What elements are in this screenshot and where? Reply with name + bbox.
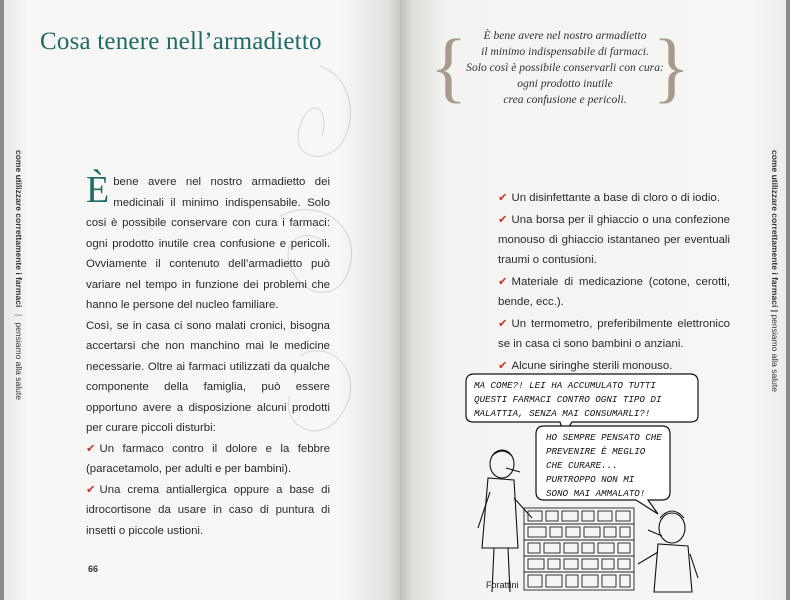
quote-line: È bene avere nel nostro armadietto (483, 29, 647, 42)
bubble-2-line: HO SEMPRE PENSATO CHE (546, 432, 662, 443)
list-item-text: Un farmaco contro il dolore e la febbre (paracetamolo, per adulti e per bambini). (86, 442, 330, 475)
check-icon: ✔ (498, 192, 508, 204)
left-body (86, 169, 330, 541)
bubble-2-line: SONO MAI AMMALATO! (546, 488, 646, 499)
pull-quote (430, 23, 690, 120)
left-page (4, 0, 400, 600)
bubble-2-line: PREVENIRE È MEGLIO (546, 446, 646, 457)
list-item (498, 314, 730, 354)
check-icon: ✔ (498, 276, 508, 288)
quote-line: ogni prodotto inutile (517, 77, 613, 90)
bubble-1-line: QUESTI FARMACI CONTRO OGNI TIPO DI (474, 394, 662, 405)
side-tab-major: come utilizzare correttamente i farmaci (14, 150, 24, 308)
paragraph-2: Così, se in casa ci sono malati cronici, bisogna accertarsi che non manchino mai le medicine necessarie. Oltre ai farmaci utilizzati da qualche componente della famiglia, può essere opportuno avere a disposizione alcuni prodotti per curare piccoli disturbi: (86, 319, 330, 434)
check-icon: ✔ (86, 442, 96, 455)
drop-cap: È (86, 169, 110, 211)
bubble-2-line: CHE CURARE... (546, 460, 618, 471)
list-item (498, 272, 730, 312)
bubble-1-line: MALATTIA, SENZA MAI CONSUMARLI?! (474, 408, 651, 419)
cartoon-signature: Forattini (486, 580, 519, 590)
page-number: 66 (88, 564, 99, 574)
paragraph-1: bene avere nel nostro armadietto dei medicinali il minimo indispensabile. Solo cosi è possibile conservare con cura i farmaci: ogni prodotto inutile crea confusione e pericoli. Ovviamente il contenuto dell’armadietto può variare nel tempo in funzione dei problemi che hanno le persone del nucleo familiare. (86, 176, 330, 311)
medicine-cabinet (524, 508, 634, 590)
right-side-tab (770, 150, 780, 392)
list-item (498, 210, 730, 270)
quote-text (460, 28, 670, 108)
check-icon: ✔ (498, 318, 508, 330)
list-item-text: Alcune siringhe sterili monouso. (511, 360, 673, 372)
list-item-text: Una crema antiallergica oppure a base di idrocortisone da usare in caso di puntura di insetti o piccole ustioni. (86, 483, 330, 537)
check-icon: ✔ (498, 360, 508, 372)
bubble-2-line: PURTROPPO NON MI (546, 474, 635, 485)
list-item-text: Un termometro, preferibilmente elettronico se in casa ci sono bambini o anziani. (498, 318, 730, 350)
page-title: Cosa tenere nell’armadietto (40, 28, 322, 55)
left-brace-icon: { (430, 23, 468, 110)
list-item-text: Una borsa per il ghiaccio o una confezione monouso di ghiaccio istantaneo per eventuali traumi o contusioni. (498, 214, 730, 266)
bubble-1-line: MA COME?! LEI HA ACCUMULATO TUTTI (474, 380, 656, 391)
check-icon: ✔ (86, 483, 96, 496)
list-item (86, 439, 330, 480)
list-item (498, 188, 730, 208)
side-tab-minor: pensiamo alla salute (770, 314, 780, 392)
right-brace-icon: } (652, 23, 690, 110)
list-item-text: Materiale di medicazione (cotone, cerotti, bende, ecc.). (498, 276, 730, 308)
quote-line: il minimo indispensabile di farmaci. (481, 45, 649, 58)
list-item (86, 480, 330, 542)
patient-figure (638, 511, 698, 592)
side-tab-major: come utilizzare correttamente i farmaci (770, 150, 780, 308)
check-icon: ✔ (498, 214, 508, 226)
list-item-text: Un disinfettante a base di cloro o di iodio. (511, 192, 720, 204)
intro-paragraph (86, 169, 330, 316)
right-page (400, 0, 786, 600)
side-tab-separator: | (14, 313, 24, 317)
quote-line: crea confusione e pericoli. (503, 93, 627, 106)
left-side-tab (14, 150, 24, 400)
cartoon-illustration (462, 368, 702, 594)
side-tab-separator: | (770, 309, 780, 315)
quote-line: Solo così è possibile conservarli con cura: (466, 61, 664, 74)
right-list (498, 188, 730, 378)
side-tab-minor: pensiamo alla salute (14, 322, 24, 400)
